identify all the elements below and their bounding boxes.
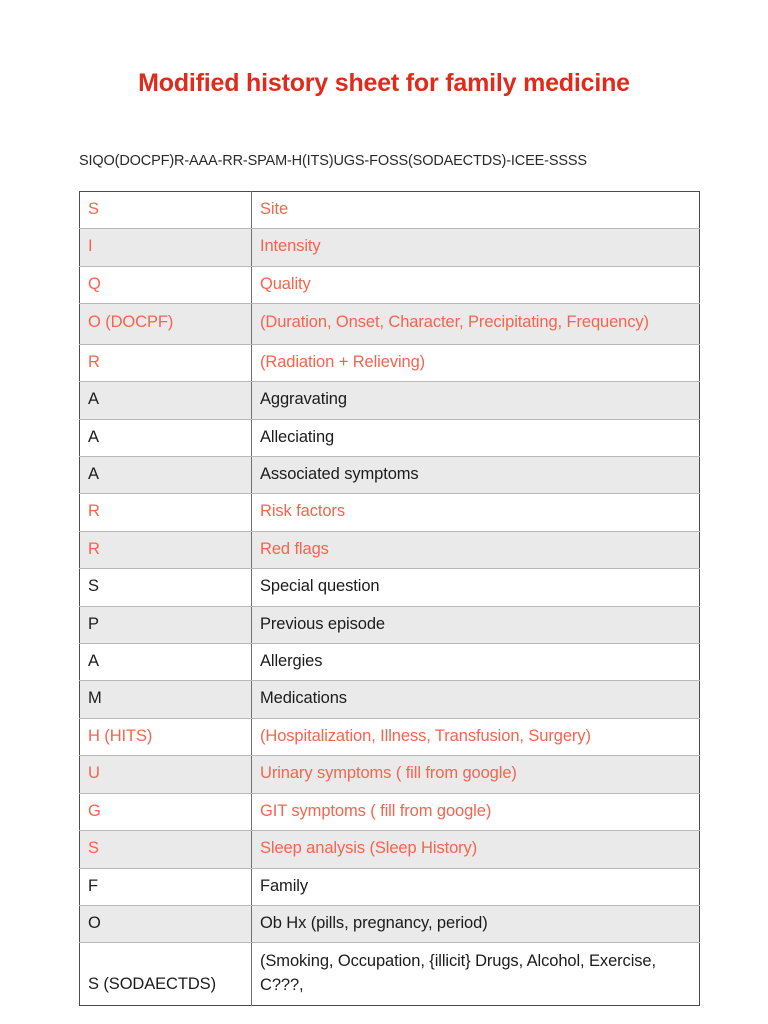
table-row: [80, 494, 700, 531]
row-key: S: [80, 569, 252, 606]
row-description: Site: [252, 192, 700, 229]
mnemonic-string: SIQO(DOCPF)R-AAA-RR-SPAM-H(ITS)UGS-FOSS(SODAECTDS)-ICEE-SSSS: [79, 153, 587, 169]
table-row: [80, 943, 700, 1006]
table-row: [80, 906, 700, 943]
row-key: Q: [80, 266, 252, 303]
row-key: F: [80, 868, 252, 905]
row-description: Allergies: [252, 644, 700, 681]
row-key: G: [80, 793, 252, 830]
history-sheet-body: [80, 192, 700, 1006]
row-description: (Hospitalization, Illness, Transfusion, Surgery): [252, 718, 700, 755]
row-key: A: [80, 382, 252, 419]
table-row: [80, 531, 700, 568]
history-sheet-table: [79, 191, 700, 1006]
row-description: Special question: [252, 569, 700, 606]
row-description: Ob Hx (pills, pregnancy, period): [252, 906, 700, 943]
table-row: [80, 382, 700, 419]
table-row: [80, 569, 700, 606]
table-row: [80, 229, 700, 266]
row-description: Previous episode: [252, 606, 700, 643]
row-description: Urinary symptoms ( fill from google): [252, 756, 700, 793]
row-key: R: [80, 344, 252, 381]
row-key: O: [80, 906, 252, 943]
table-row: [80, 304, 700, 344]
row-key: A: [80, 456, 252, 493]
row-description: Alleciating: [252, 419, 700, 456]
table-row: [80, 793, 700, 830]
table-row: [80, 344, 700, 381]
table-row: [80, 644, 700, 681]
row-key: S: [80, 831, 252, 868]
table-row: [80, 456, 700, 493]
row-key: P: [80, 606, 252, 643]
row-description: Family: [252, 868, 700, 905]
row-description: Associated symptoms: [252, 456, 700, 493]
row-key: S (SODAECTDS): [80, 943, 252, 1006]
row-description: Red flags: [252, 531, 700, 568]
row-description: Medications: [252, 681, 700, 718]
row-key: R: [80, 494, 252, 531]
row-description: GIT symptoms ( fill from google): [252, 793, 700, 830]
row-key: A: [80, 644, 252, 681]
table-row: [80, 718, 700, 755]
row-description: (Radiation + Relieving): [252, 344, 700, 381]
table-row: [80, 419, 700, 456]
row-description: (Duration, Onset, Character, Precipitating, Frequency): [252, 304, 700, 344]
row-key: A: [80, 419, 252, 456]
row-key: S: [80, 192, 252, 229]
table-row: [80, 868, 700, 905]
row-description: Sleep analysis (Sleep History): [252, 831, 700, 868]
row-description: Intensity: [252, 229, 700, 266]
row-key: M: [80, 681, 252, 718]
table-row: [80, 192, 700, 229]
row-key: U: [80, 756, 252, 793]
row-description: Risk factors: [252, 494, 700, 531]
row-description: Aggravating: [252, 382, 700, 419]
row-description: (Smoking, Occupation, {illicit} Drugs, Alcohol, Exercise, C???,: [252, 943, 700, 1006]
row-key: O (DOCPF): [80, 304, 252, 344]
row-key: H (HITS): [80, 718, 252, 755]
row-key: R: [80, 531, 252, 568]
row-key: I: [80, 229, 252, 266]
page-title: Modified history sheet for family medicine: [138, 69, 630, 97]
table-row: [80, 266, 700, 303]
table-row: [80, 681, 700, 718]
table-row: [80, 756, 700, 793]
table-row: [80, 606, 700, 643]
row-description: Quality: [252, 266, 700, 303]
table-row: [80, 831, 700, 868]
